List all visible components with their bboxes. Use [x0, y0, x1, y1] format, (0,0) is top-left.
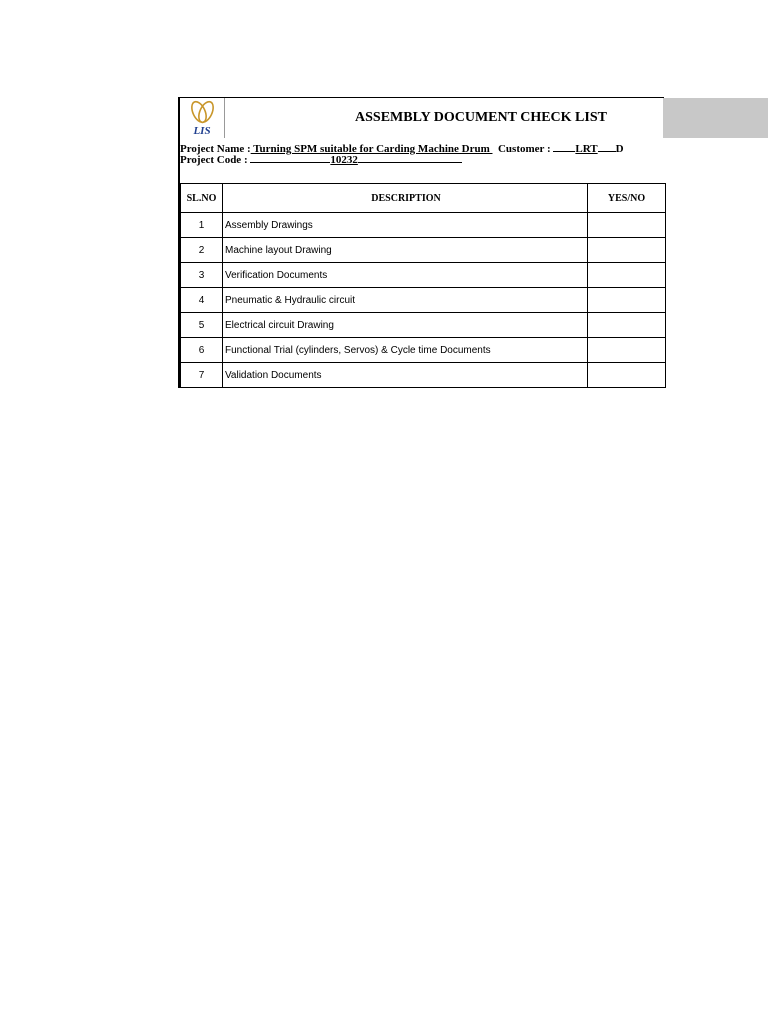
row-description: Assembly Drawings — [223, 213, 588, 238]
logo-text: LIS — [193, 125, 211, 137]
row-description: Verification Documents — [223, 263, 588, 288]
table-row — [181, 263, 666, 288]
project-code-value: 10232 — [330, 154, 358, 166]
row-slno: 1 — [181, 213, 223, 238]
row-slno: 2 — [181, 238, 223, 263]
project-code-label: Project Code : — [180, 154, 248, 166]
checklist-sheet — [178, 97, 768, 388]
row-slno: 7 — [181, 363, 223, 388]
checklist-table — [180, 183, 666, 388]
table-header-row — [181, 184, 666, 213]
row-description: Electrical circuit Drawing — [223, 313, 588, 338]
project-info — [180, 141, 624, 166]
table-row — [181, 238, 666, 263]
row-yesno-cell[interactable] — [588, 238, 666, 263]
table-row — [181, 213, 666, 238]
customer-value: LRT — [575, 143, 598, 155]
row-slno: 3 — [181, 263, 223, 288]
trailing-char: D — [615, 143, 624, 155]
project-code-fill-left — [250, 152, 330, 163]
document-title: ASSEMBLY DOCUMENT CHECK LIST — [355, 110, 607, 125]
row-description: Pneumatic & Hydraulic circuit — [223, 288, 588, 313]
row-yesno-cell[interactable] — [588, 363, 666, 388]
project-code-row — [180, 152, 624, 166]
company-logo — [180, 99, 225, 137]
row-description: Functional Trial (cylinders, Servos) & Cycle time Documents — [223, 338, 588, 363]
header-yesno: YES/NO — [588, 184, 666, 213]
row-yesno-cell[interactable] — [588, 313, 666, 338]
table-row — [181, 363, 666, 388]
project-code-fill-right — [358, 152, 462, 163]
table-row — [181, 338, 666, 363]
header-slno: SL.NO — [181, 184, 223, 213]
row-yesno-cell[interactable] — [588, 338, 666, 363]
row-yesno-cell[interactable] — [588, 288, 666, 313]
header-description: DESCRIPTION — [223, 184, 588, 213]
project-name-label: Project Name : — [180, 143, 251, 155]
row-slno: 4 — [181, 288, 223, 313]
table-row — [181, 288, 666, 313]
customer-label: Customer : — [497, 143, 551, 155]
row-description: Machine layout Drawing — [223, 238, 588, 263]
row-yesno-cell[interactable] — [588, 213, 666, 238]
row-description: Validation Documents — [223, 363, 588, 388]
customer-fill-right — [598, 141, 616, 152]
project-name-value: Turning SPM suitable for Carding Machine Drum — [250, 143, 493, 155]
table-row — [181, 313, 666, 338]
customer-fill-left — [553, 141, 575, 152]
row-yesno-cell[interactable] — [588, 263, 666, 288]
row-slno: 6 — [181, 338, 223, 363]
project-name-row — [180, 141, 624, 155]
row-slno: 5 — [181, 313, 223, 338]
